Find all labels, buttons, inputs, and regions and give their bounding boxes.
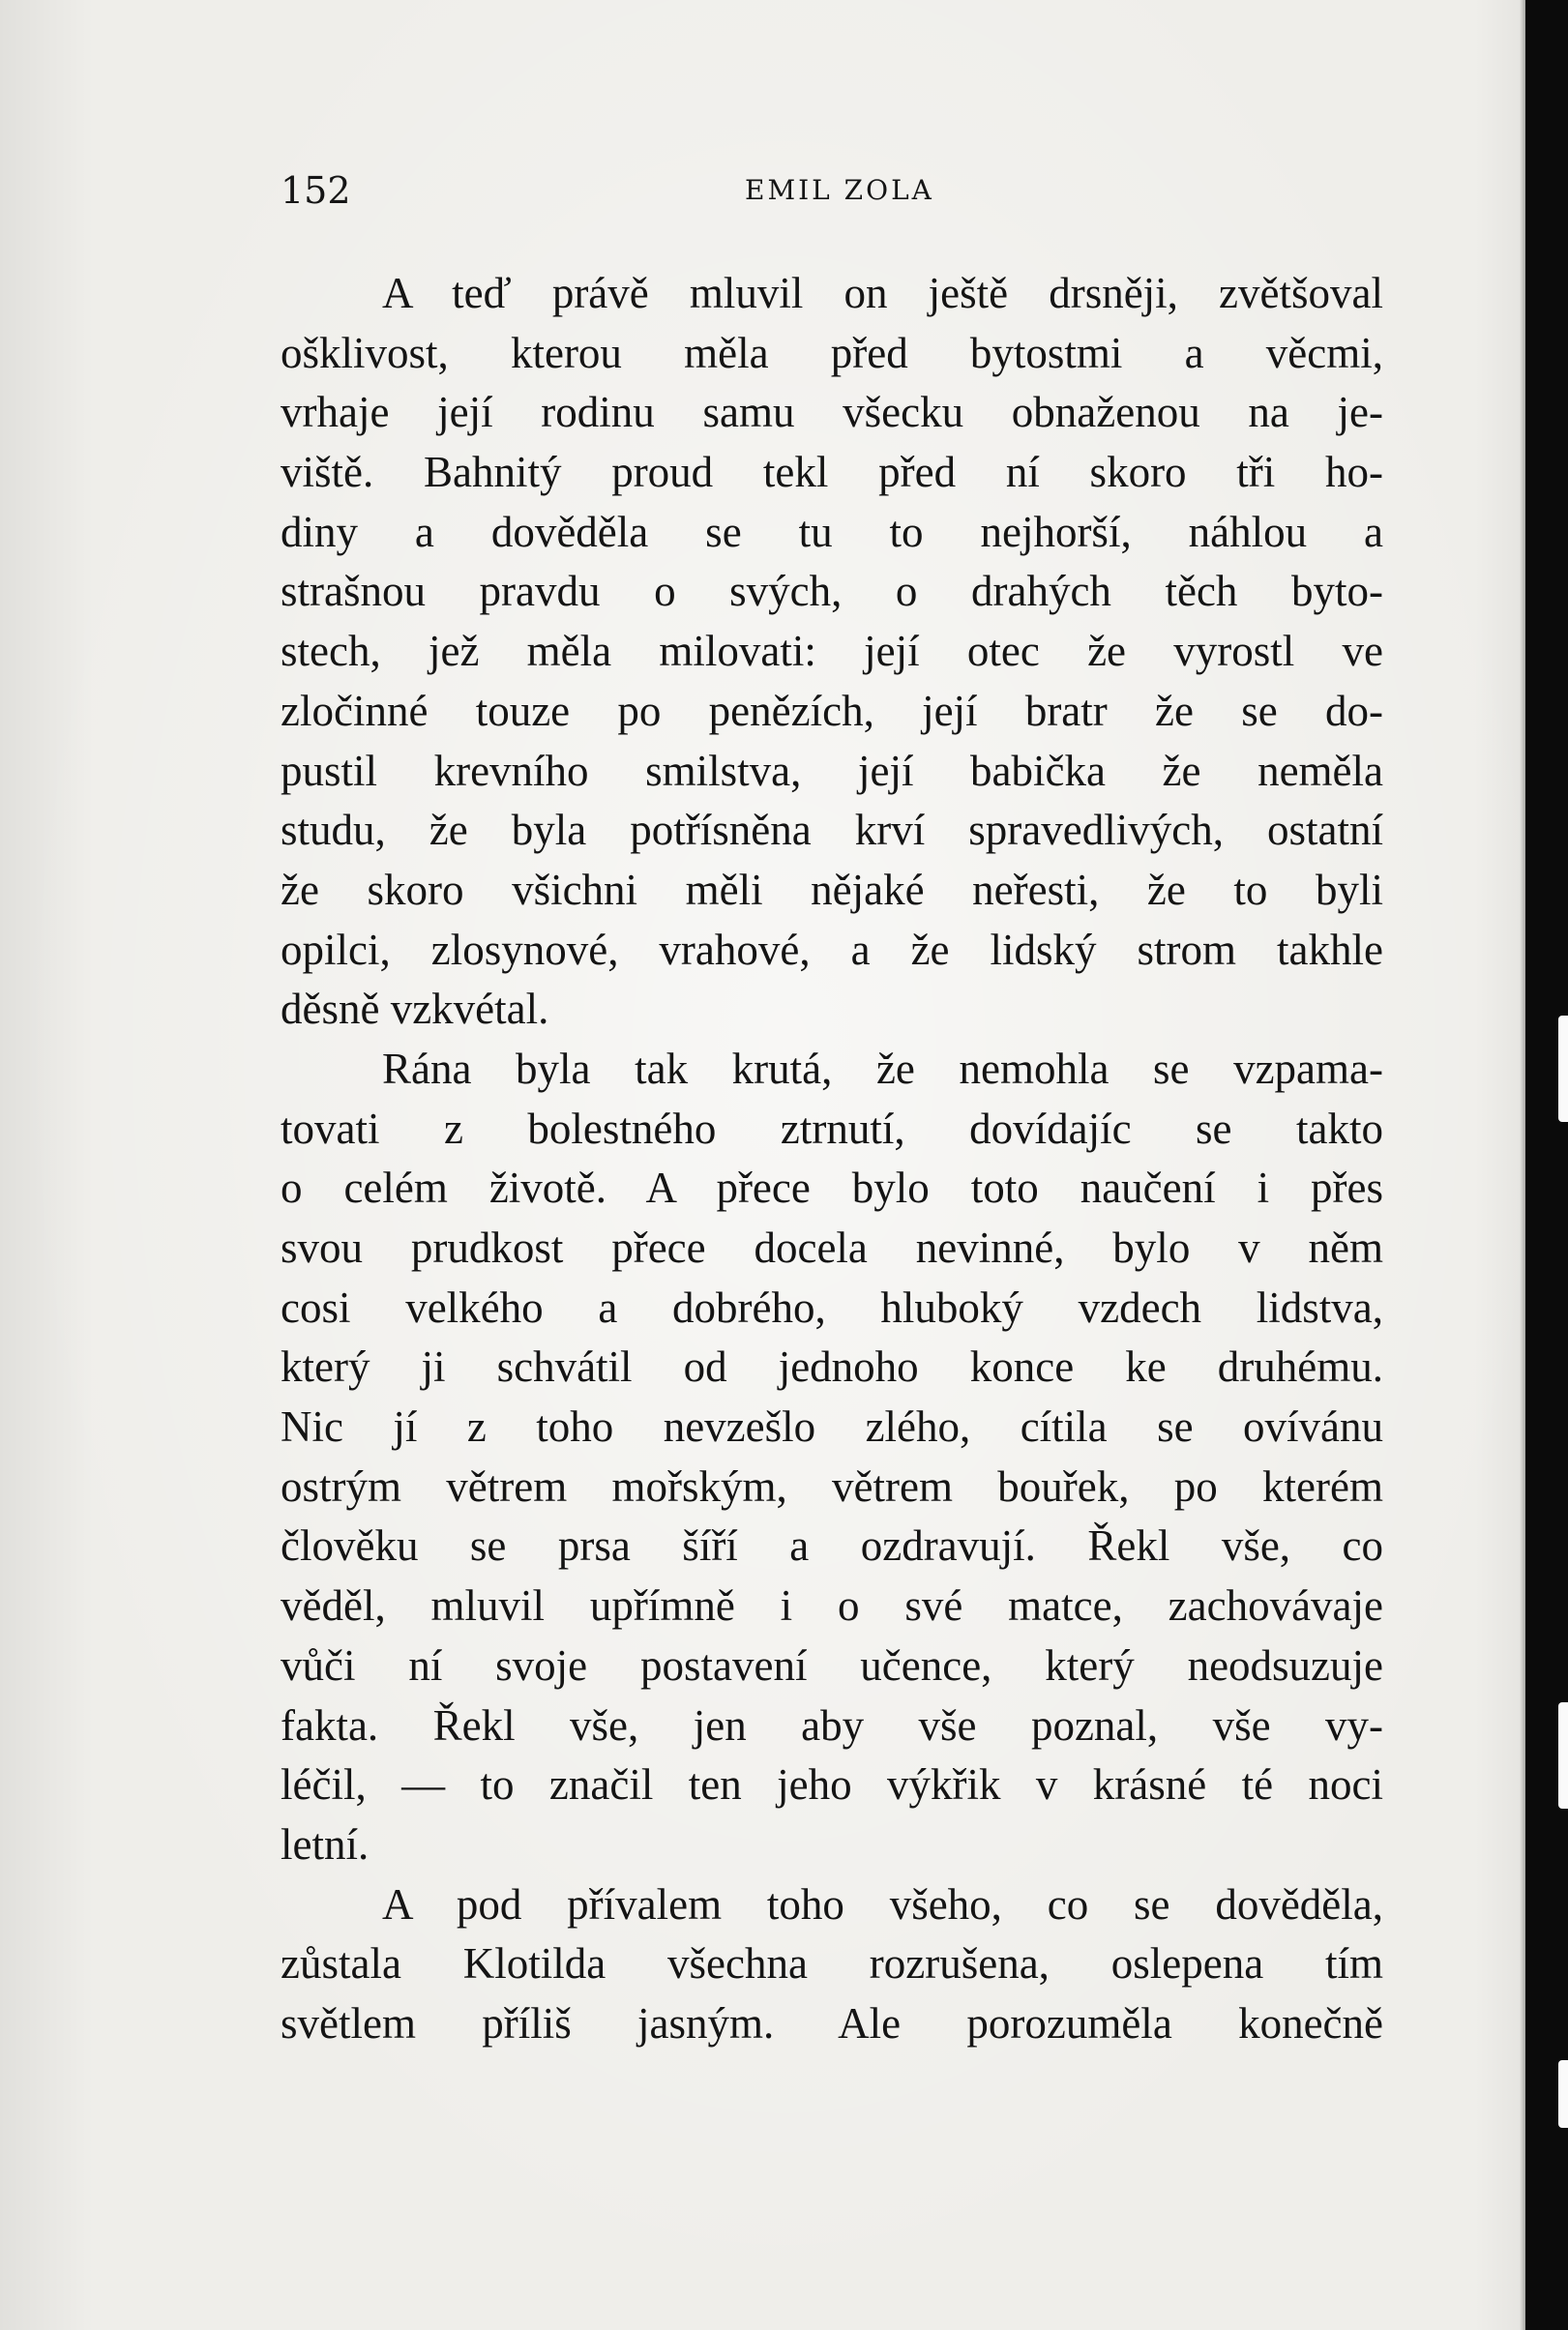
text-line: ošklivost, kterou měla před bytostmi a věcmi, (281, 328, 1383, 377)
edge-mark (1558, 1016, 1568, 1122)
text-line: že skoro všichni měli nějaké neřesti, že to byli (281, 865, 1383, 914)
text-line: vrhaje její rodinu samu všecku obnaženou na je- (281, 388, 1383, 437)
text-line: věděl, mluvil upřímně i o své matce, zachovávaje (281, 1581, 1383, 1631)
paragraph (281, 1875, 1383, 2054)
text-line: člověku se prsa šíří a ozdravují. Řekl vše, co (281, 1521, 1383, 1571)
text-line: tovati z bolestného ztrnutí, dovídajíc se takto (281, 1104, 1383, 1153)
text-line: pustil krevního smilstva, její babička že neměla (281, 746, 1383, 795)
text-line: o celém životě. A přece bylo toto naučení i přes (281, 1164, 1383, 1213)
page-number: 152 (281, 169, 351, 212)
edge-mark (1558, 1702, 1568, 1809)
text-line: Rána byla tak krutá, že nemohla se vzpama- (382, 1044, 1383, 1093)
text-line: diny a dověděla se tu to nejhorší, náhlou a (281, 507, 1383, 556)
running-head: EMIL ZOLA (745, 174, 934, 206)
text-line: zločinné touze po penězích, její bratr že se do- (281, 686, 1383, 735)
text-line: A pod přívalem toho všeho, co se dověděla, (382, 1879, 1383, 1929)
paragraph (281, 264, 1383, 1040)
text-line: stech, jež měla milovati: její otec že vyrostl ve (281, 627, 1383, 676)
text-line: děsně vzkvétal. (281, 985, 549, 1034)
text-line: který ji schvátil od jednoho konce ke druhému. (281, 1342, 1383, 1392)
text-line: vůči ní svoje postavení učence, který neodsuzuje (281, 1640, 1383, 1690)
text-line: strašnou pravdu o svých, o drahých těch byto- (281, 567, 1383, 616)
text-line: svou prudkost přece docela nevinné, bylo v něm (281, 1224, 1383, 1272)
text-line: ostrým větrem mořským, větrem bouřek, po kterém (281, 1461, 1383, 1511)
text-line: fakta. Řekl vše, jen aby vše poznal, vše vy- (281, 1700, 1383, 1750)
text-line: Nic jí z toho nevzešlo zlého, cítila se ovívánu (281, 1402, 1383, 1452)
edge-mark (1558, 2060, 1568, 2128)
text-line: letní. (281, 1819, 370, 1869)
text-line: A teď právě mluvil on ještě drsněji, zvětšoval (382, 269, 1383, 317)
paragraph (281, 1040, 1383, 1875)
text-line: cosi velkého a dobrého, hluboký vzdech lidstva, (281, 1283, 1383, 1332)
page-header (281, 166, 1383, 215)
text-line: opilci, zlosynové, vrahové, a že lidský strom takhle (281, 925, 1383, 974)
text-line: léčil, — to značil ten jeho výkřik v krásné té noci (281, 1760, 1383, 1810)
text-line: zůstala Klotilda všechna rozrušena, oslepena tím (281, 1939, 1383, 1989)
text-line: světlem příliš jasným. Ale porozuměla konečně (281, 1998, 1383, 2048)
body-text (281, 264, 1383, 2054)
binding-edge (1525, 0, 1568, 2330)
text-line: viště. Bahnitý proud tekl před ní skoro tři ho- (281, 448, 1383, 497)
text-line: studu, že byla potřísněna krví spravedlivých, ostatní (281, 806, 1383, 855)
